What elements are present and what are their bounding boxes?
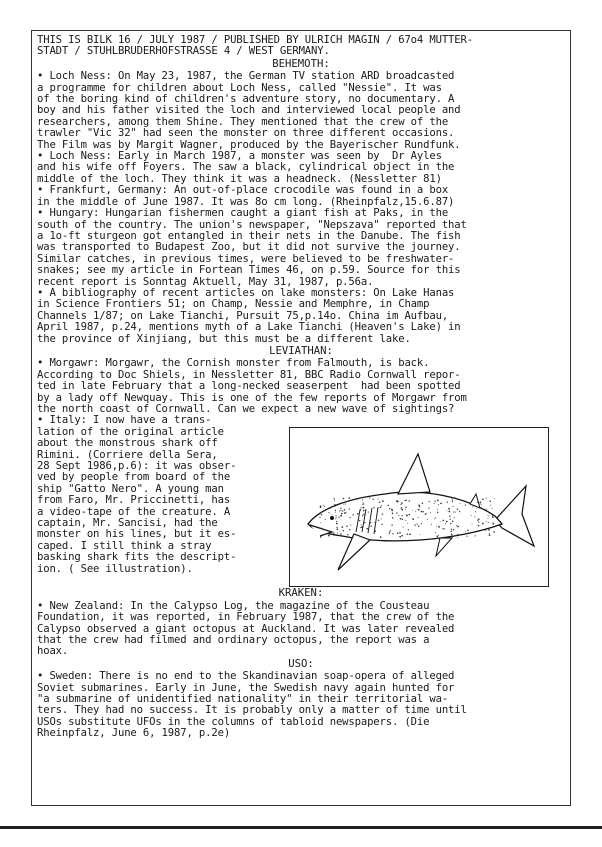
text-line: from Faro, Mr. Priccinetti, has — [37, 494, 231, 507]
text-line: Channels 1/87; on Lake Tianchi, Pursuit 75,p.14o. China im Aufbau, — [37, 309, 449, 322]
behemoth-text — [32, 71, 570, 345]
section-heading-behemoth: BEHEMOTH: — [272, 57, 330, 70]
text-line: ion. ( See illustration). — [37, 562, 193, 575]
text-line: "a submarine of unidentified nationality" in their territorial wa- — [37, 693, 449, 706]
text-line: • Loch Ness: On May 23, 1987, the German TV station ARD broadcasted — [37, 70, 455, 83]
section-heading-kraken: KRAKEN: — [278, 587, 324, 600]
text-line: • Italy: I now have a trans- — [37, 414, 212, 427]
uso-text — [32, 671, 570, 739]
text-line: basking shark fits the descript- — [37, 551, 237, 564]
text-line: trawler "Vic 32" had seen the monster on three different occasions. — [37, 127, 455, 140]
text-line: middle of the loch. They think it was a headneck. (Nessletter 81) — [37, 172, 442, 185]
section-heading-uso: USO: — [288, 657, 314, 670]
text-line: boy and his father visited the loch and interviewed local people and — [37, 104, 461, 117]
text-line: recent report is Sonntag Aktuell, May 31, 1987, p.56a. — [37, 275, 374, 288]
text-line: • A bibliography of recent articles on lake monsters: On Lake Hanas — [37, 286, 455, 299]
text-line: ters. They had no success. It is probably only a matter of time until — [37, 704, 467, 717]
text-line: the province of Xinjiang, but this must be a different lake. — [37, 332, 411, 345]
text-line: April 1987, p.24, mentions myth of a Lake Tianchi (Heaven's Lake) in — [37, 321, 461, 334]
leviathan-text — [32, 358, 570, 415]
text-line: Soviet submarines. Early in June, the Swedish navy again hunted for — [37, 681, 455, 694]
text-line: ved by people from board of the — [37, 471, 231, 484]
text-line: and his wife off Foyers. The saw a black, cylindrical object in the — [37, 161, 455, 174]
kraken-text — [32, 601, 570, 658]
text-line: researchers, among them Shine. They mentioned that the crew of the — [37, 115, 449, 128]
text-line: caped. I still think a stray — [37, 539, 212, 552]
text-line: USOs substitute UFOs in the columns of tabloid newspapers. (Die — [37, 715, 430, 728]
text-line: a 1o-ft sturgeon got entangled in their nets in the Danube. The fish — [37, 229, 461, 242]
newsletter-page — [31, 30, 571, 806]
text-line: monster on his lines, but it es- — [37, 528, 237, 541]
text-line: ted in late February that a long-necked seaserpent had been spotted — [37, 380, 461, 393]
text-line: ship "Gatto Nero". A young man — [37, 482, 224, 495]
italy-text — [32, 415, 236, 575]
bottom-rule — [0, 826, 602, 829]
text-line: Similar catches, in previous times, were believed to be freshwater- — [37, 252, 455, 265]
text-line: Foundation, it was reported, in February 1987, that the crew of the — [37, 611, 455, 624]
text-line: by a lady off Newquay. This is one of the few reports of Morgawr from — [37, 391, 467, 404]
text-line: of the boring kind of children's adventure story, no documentary. A — [37, 93, 455, 106]
text-line: that the crew had filmed and ordinary octopus, the report was a — [37, 634, 430, 647]
text-line: Rheinpfalz, June 6, 1987, p.2e) — [37, 727, 231, 740]
text-line: in the middle of June 1987. It was 8o cm long. (Rheinpfalz,15.6.87) — [37, 195, 455, 208]
text-line: • Frankfurt, Germany: An out-of-place crocodile was found in a box — [37, 184, 449, 197]
italy-item — [32, 415, 570, 587]
text-line: the north coast of Cornwall. Can we expect a new wave of sightings? — [37, 403, 455, 415]
text-line: • New Zealand: In the Calypso Log, the magazine of the Cousteau — [37, 599, 430, 612]
text-line: was transported to Budapest Zoo, but it did not survive the journey. — [37, 241, 461, 254]
text-line: a video-tape of the creature. A — [37, 505, 231, 518]
text-line: south of the country. The union's newspaper, "Nepszava" reported that — [37, 218, 467, 231]
text-line: Rimini. (Corriere della Sera, — [37, 448, 218, 461]
text-line: about the monstrous shark off — [37, 437, 218, 450]
text-line: lation of the original article — [37, 425, 224, 438]
section-heading-leviathan: LEVIATHAN: — [269, 344, 333, 357]
header-text — [32, 35, 570, 58]
shark-icon — [290, 428, 548, 586]
text-line: hoax. — [37, 645, 69, 658]
text-line: • Hungary: Hungarian fishermen caught a giant fish at Paks, in the — [37, 207, 449, 220]
text-line: • Morgawr: Morgawr, the Cornish monster from Falmouth, is back. — [37, 357, 430, 370]
text-line: a programme for children about Loch Ness, called "Nessie". It was — [37, 81, 442, 94]
text-line: • Loch Ness: Early in March 1987, a monster was seen by Dr Ayles — [37, 150, 442, 163]
text-line: captain, Mr. Sancisi, had the — [37, 517, 218, 530]
text-line: 28 Sept 1986,p.6): it was obser- — [37, 460, 237, 473]
text-line: Calypso observed a giant octopus at Auckland. It was later revealed — [37, 622, 455, 635]
shark-illustration — [289, 427, 549, 587]
text-line: in Science Frontiers 51; on Champ, Nessie and Memphre, in Champ — [37, 298, 430, 311]
text-line: The Film was by Margit Wagner, produced by the Bayerischer Rundfunk. — [37, 138, 461, 151]
text-line: THIS IS BILK 16 / JULY 1987 / PUBLISHED BY ULRICH MAGIN / 67o4 MUTTER- — [37, 34, 473, 46]
text-line: • Sweden: There is no end to the Skandinavian soap-opera of alleged — [37, 670, 455, 683]
text-line: snakes; see my article in Fortean Times 46, on p.59. Source for this — [37, 264, 461, 277]
text-line: STADT / STUHLBRUDERHOFSTRASSE 4 / WEST GERMANY. — [37, 45, 330, 58]
text-line: According to Doc Shiels, in Nessletter 81, BBC Radio Cornwall repor- — [37, 368, 461, 381]
